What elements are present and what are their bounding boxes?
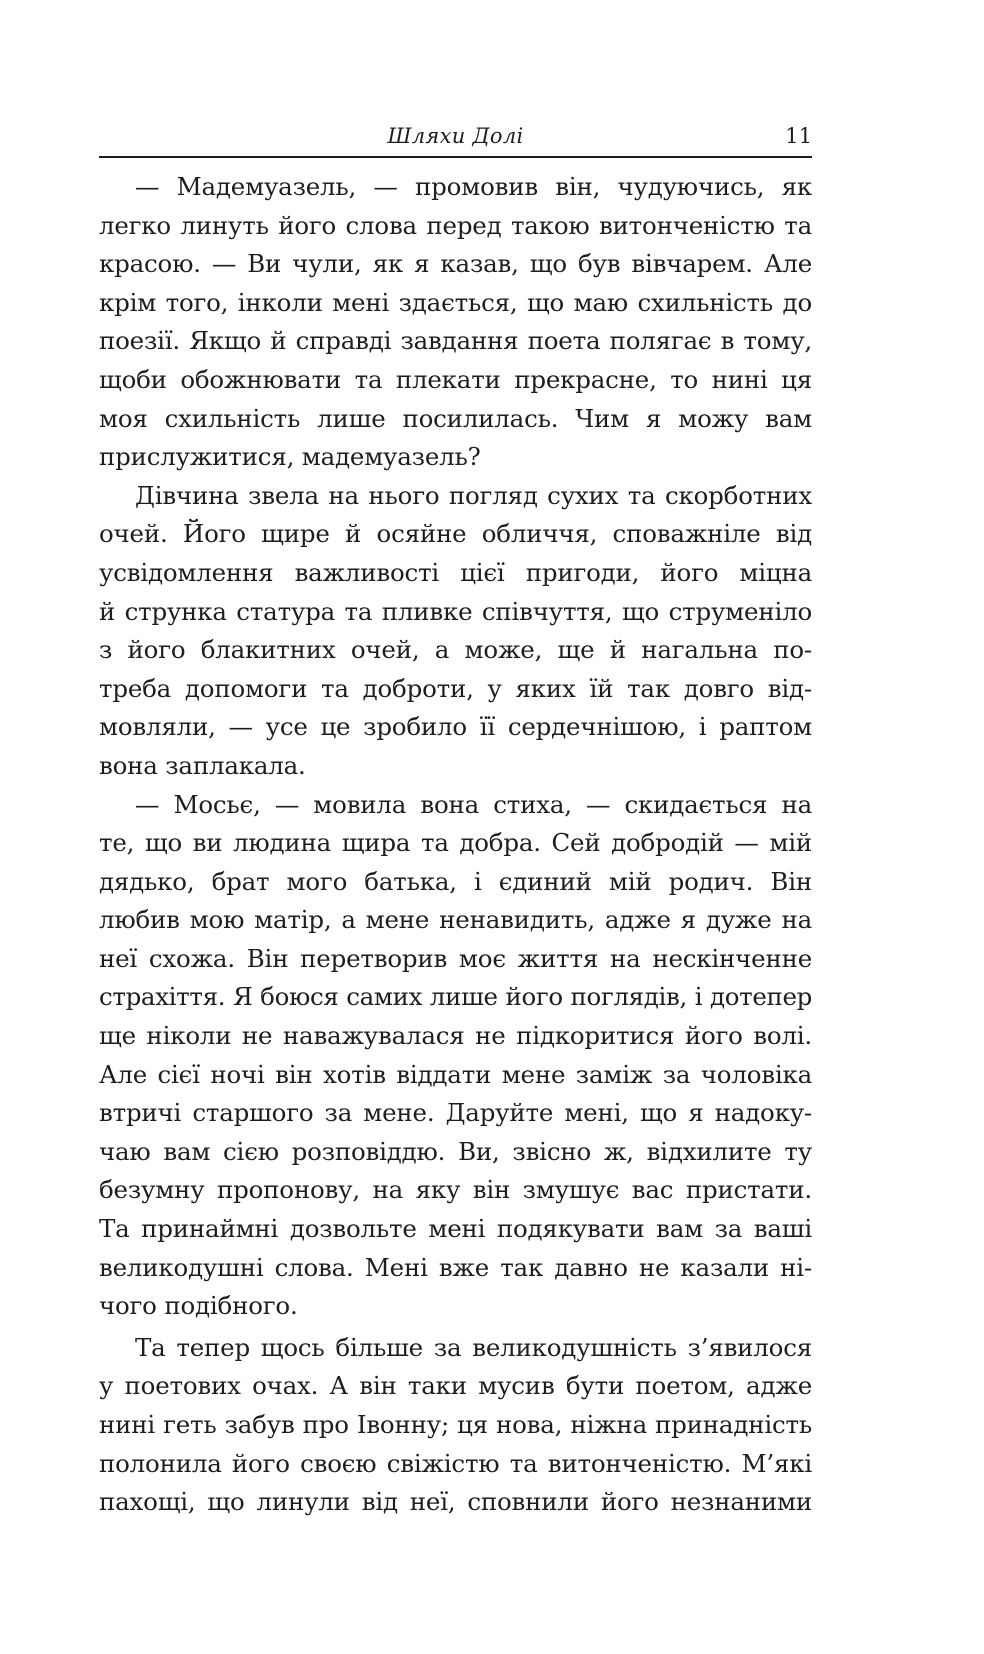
text-line: неї схожа. Він перетворив моє життя на нескінченне [99, 943, 812, 973]
text-line: щоби обожнювати та плекати прекрасне, то нині ця [99, 364, 812, 394]
text-line: легко линуть його слова перед такою витонченістю та [99, 210, 812, 240]
text-line: дядько, брат мого батька, і єдиний мій родич. Він [99, 866, 812, 896]
running-title: Шляхи Долі [387, 124, 524, 148]
text-line: любив мою матір, а мене ненавидить, адже я дуже на [99, 905, 812, 935]
paragraph [99, 168, 812, 477]
text-line: те, що ви людина щира та добра. Сей добродій — мій [99, 828, 812, 858]
text-line: прислужитися, мадемуазель? [99, 442, 481, 472]
text-line: усвідомлення важливості цієї пригоди, його міцна [99, 557, 812, 587]
text-line: мовляли, — усе це зробило її сердечнішою, і раптом [99, 712, 812, 742]
text-line: Та принаймні дозвольте мені подякувати вам за ваші [99, 1214, 812, 1244]
text-line: — Мосьє, — мовила вона стиха, — скидається на [135, 789, 812, 819]
text-line: вона заплакала. [99, 750, 306, 780]
text-line: Дівчина звела на нього погляд сухих та скорботних [135, 480, 812, 510]
text-line: у поетових очах. А він таки мусив бути поетом, адже [99, 1371, 812, 1401]
body-text [99, 168, 812, 1522]
text-line: красою. — Ви чули, як я казав, що був вівчарем. Але [99, 249, 812, 279]
running-header [99, 118, 812, 158]
text-line: треба допомоги та доброти, у яких їй так довго від- [99, 673, 812, 703]
text-line: моя схильність лише посилилась. Чим я можу вам [99, 403, 812, 433]
paragraph [99, 786, 812, 1326]
text-line: Та тепер щось більше за великодушність з’явилося [135, 1332, 812, 1362]
text-line: чаю вам сією розповіддю. Ви, звісно ж, відхилите ту [99, 1136, 812, 1166]
paragraph [99, 477, 812, 786]
page-number: 11 [785, 124, 812, 148]
text-line: великодушні слова. Мені вже так давно не казали ні- [99, 1252, 812, 1282]
text-line: втричі старшого за мене. Даруйте мені, що я надоку- [99, 1098, 812, 1128]
paragraph [99, 1329, 812, 1522]
text-line: страхіття. Я боюся самих лише його поглядів, і дотепер [99, 982, 812, 1012]
text-line: нині геть забув про Івонну; ця нова, ніжна принадність [99, 1410, 812, 1439]
text-line: полонила його своєю свіжістю та витонченістю. М’які [99, 1448, 812, 1478]
text-line: — Мадемуазель, — промовив він, чудуючись, як [135, 172, 812, 201]
text-line: чого подібного. [99, 1291, 298, 1321]
text-line: й струнка статура та пливке співчуття, що струменіло [99, 596, 812, 626]
text-line: ще ніколи не наважувалася не підкоритися його волі. [99, 1021, 812, 1051]
text-line: Але сієї ночі він хотів віддати мене заміж за чоловіка [99, 1059, 812, 1089]
text-line: безумну пропонову, на яку він змушує вас пристати. [99, 1175, 812, 1205]
text-line: очей. Його щире й осяйне обличчя, споважніле від [99, 519, 812, 549]
text-line: поезії. Якщо й справді завдання поета полягає в тому, [99, 326, 812, 356]
text-line: пахощі, що линули від неї, сповнили його незнаними [99, 1487, 812, 1517]
text-line: крім того, інколи мені здається, що маю схильність до [99, 287, 812, 317]
text-line: з його блакитних очей, а може, ще й нагальна по- [99, 635, 812, 665]
